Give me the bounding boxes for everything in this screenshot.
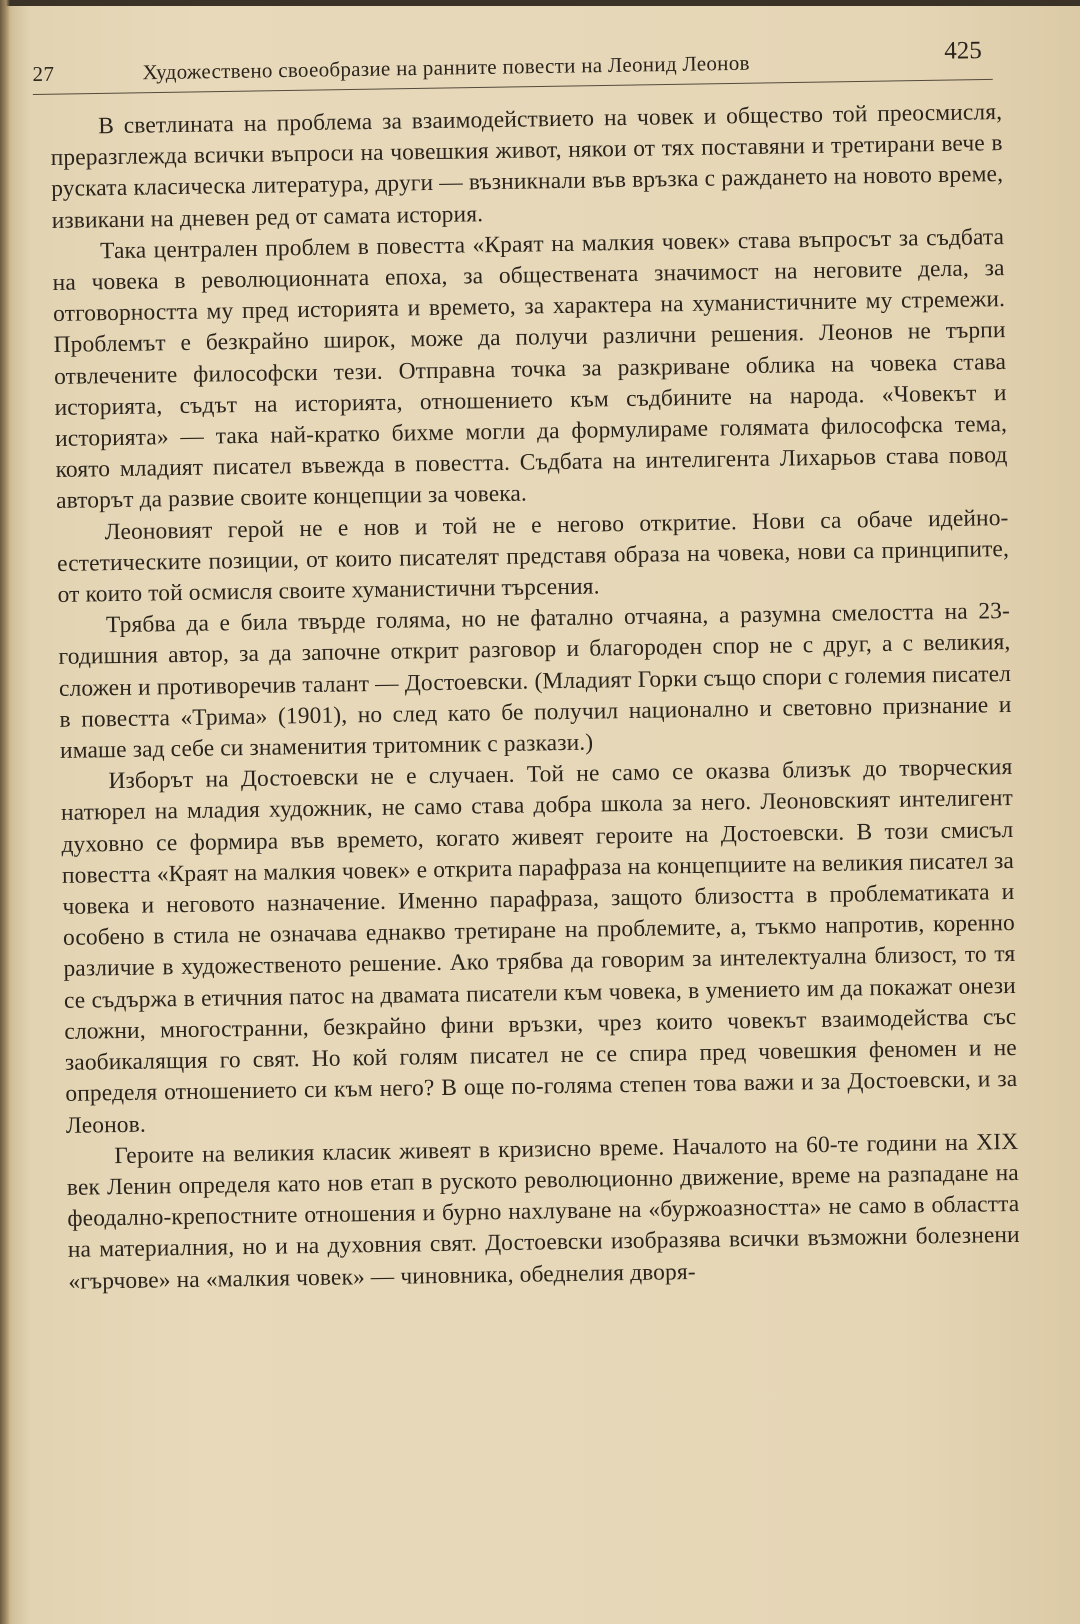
spine-shadow <box>0 0 10 1624</box>
paragraph-2: Така централен проблем в повестта «Краят на малкия човек» става въпросът за съдбата на човека в революционната епоха, за обществената значимост на неговите дела, за отговорността му пред историята и времето, за характера на хуманистичните му стремежи. Проблемът е безкрайно широк, може да получи различни решения. Леонов не търпи отвлечените философски тези. Отправна точка за разкриване облика на човека става историята, съдът на историята, отношението към съдбините на народа. «Човекът и историята» — така най-кратко бихме могли да формулираме голямата философска тема, която младият писател въвежда в повестта. Съдбата на интелигента Лихарьов става повод авторът да развие своите концепции за човека. <box>52 223 1008 515</box>
header-left-number: 27 <box>32 61 55 86</box>
running-title: Художествено своеобразие на ранните повести на Леонид Леонов <box>142 50 750 85</box>
body-text <box>50 97 1021 1298</box>
paragraph-6: Героите на великия класик живеят в кризисно време. Началото на 60-те години на XIX век Ленин определя като нов етап в руското революционно движение, време на разпадане на феодално-крепостните отношения и бурно нахлуване на «буржоазността» не само в областта на материалния, но и на духовния свят. Достоевски изобразява всички възможни болезнени «гърчове» на «малкия човек» — чиновника, обеднелия дворя- <box>66 1128 1020 1295</box>
scan-top-border <box>0 0 1080 6</box>
paragraph-3: Леоновият герой не е нов и той не е негово откритие. Нови са обаче идейно-естетическите позиции, от които писателят представя образа на човека, нови са принципите, от които той осмисля своите хуманистични търсения. <box>56 504 1010 608</box>
running-header <box>32 25 993 96</box>
paragraph-4: Трябва да е била твърде голяма, но не фатално отчаяна, а разумна смелостта на 23-годишния автор, за да започне открит разговор и благороден спор не с друг, а с великия, сложен и противоречив талант — Достоевски. (Младият Горки също спори с големия писател в повестта «Трима» (1901), но след като бе получил национално и световно признание и имаше зад себе си знаменития тритомник с разкази.) <box>58 598 1012 764</box>
paragraph-1: В светлината на проблема за взаимодействието на човек и общество той преосмисля, преразглежда всички въпроси на човешкия живот, някои от тях поставяни и третирани вече в руската класическа литература, други — възникнали във връзка с раждането на новото време, извикани на дневен ред от самата история. <box>50 99 1004 234</box>
paragraph-5: Изборът на Достоевски не е случаен. Той не само се оказва близък до творческия натюрел на младия художник, не само става добра школа за него. Леоновският интелигент духовно се формира във времето, когато живеят героите на Достоевски. В този смисъл повестта «Краят на малкия човек» е открита парафраза на концепциите на великия писател за човека и неговото назначение. Именно парафраза, защото близостта в проблематиката и особено в стила не означава еднакво третиране на проблемите, а, тъкмо напротив, коренно различие в художественото решение. Ако трябва да говорим за интелектуална близост, то тя се съдържа в етичния патос на двамата писатели към човека, в умението им да покажат онези сложни, многостранни, безкрайно фини връзки, чрез които човекът взаимодейства със заобикалящия го свят. Но кой голям писател не се спира пред човешкия феномен и не определя отношението си към него? В още по-голяма степен това важи и за Достоевски, и за Леонов. <box>60 754 1018 1139</box>
page-number: 425 <box>944 37 982 65</box>
